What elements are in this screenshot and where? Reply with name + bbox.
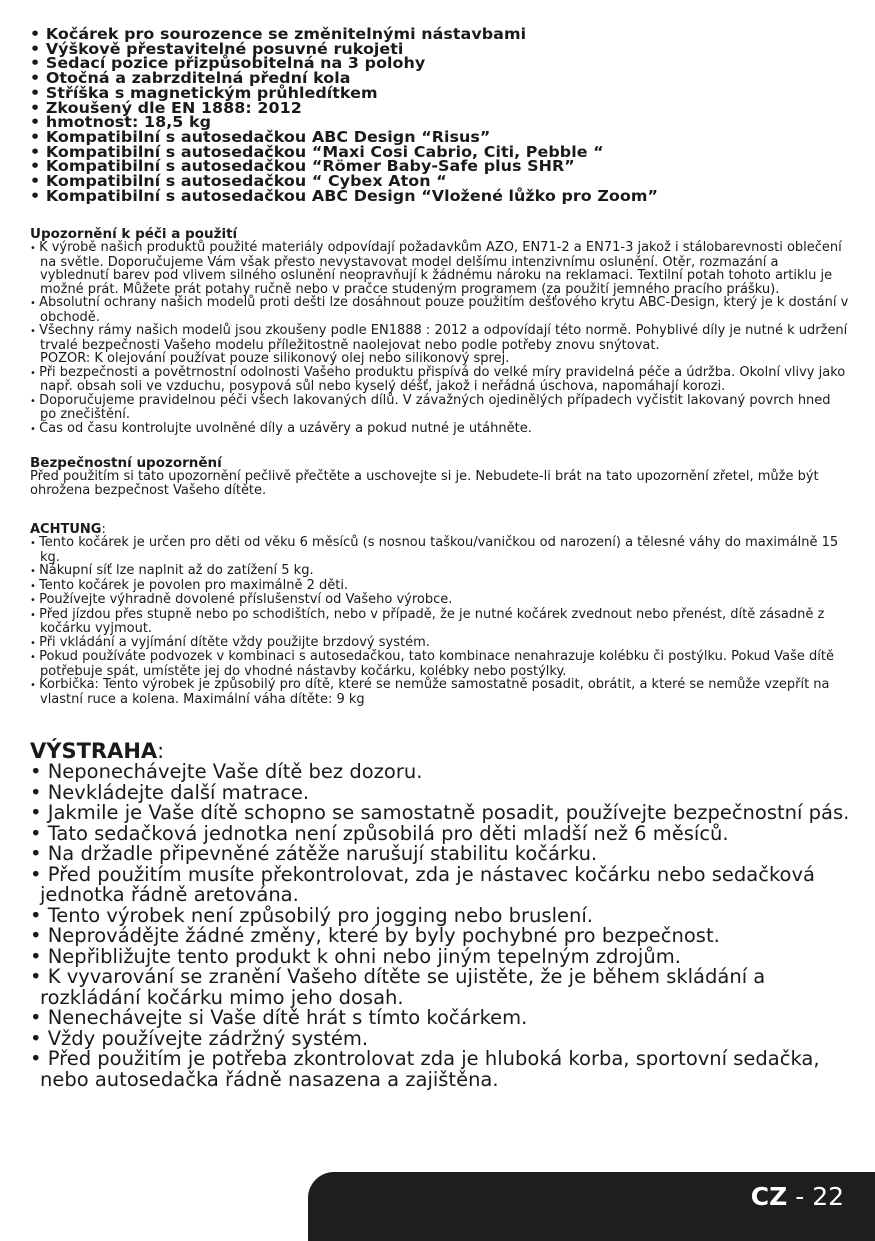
feature-item: • Stříška s magnetickým průhledítkem <box>30 86 875 101</box>
care-note-wrap <box>30 352 850 366</box>
feature-list <box>30 27 850 203</box>
feature-item: • Kompatibilní s autosedačkou ABC Design “Vložené lůžko pro Zoom” <box>30 189 875 204</box>
warning-heading <box>30 740 850 762</box>
achtung-item: • Tento kočárek je určen pro děti od věku 6 měsíců (s nosnou taškou/vaničkou od narození) a tělesné váhy do maximálně 15 kg. <box>30 536 850 564</box>
achtung-title: ACHTUNG <box>30 522 102 538</box>
warning-item: • Nevkládejte další matrace. <box>30 783 850 804</box>
warning-item: • Jakmile je Vaše dítě schopno se samostatně posadit, používejte bezpečnostní pás. <box>30 803 850 824</box>
safety-text: Před použitím si tato upozornění pečlivě přečtěte a uschovejte si je. Nebudete-li brát na tato upozornění zřetel, může být ohrožena bezpečnost Vašeho dítěte. <box>30 469 819 498</box>
care-item: • Čas od času kontrolujte uvolněné díly a uzávěry a pokud nutné je utáhněte. <box>30 422 850 437</box>
warning-item: • Vždy používejte zádržný systém. <box>30 1029 850 1050</box>
achtung-item: • Při vkládání a vyjímání dítěte vždy použijte brzdový systém. <box>30 636 850 651</box>
warning-colon: : <box>157 739 165 764</box>
warning-title: VÝSTRAHA <box>30 739 158 764</box>
feature-item: • Kompatibilní s autosedačkou ABC Design “Risus” <box>30 130 875 145</box>
warning-item: • Na držadle připevněné zátěže narušují stabilitu kočárku. <box>30 844 850 865</box>
care-note: POZOR: K olejování používat pouze silikonový olej nebo silikonový sprej. <box>40 351 510 367</box>
language-code: CZ <box>750 1182 788 1211</box>
warning-item: • Neprovádějte žádné změny, které by byly pochybné pro bezpečnost. <box>30 926 850 947</box>
safety-body <box>30 470 850 497</box>
achtung-item: • Pokud používáte podvozek v kombinaci s autosedačkou, tato kombinace nenahrazuje kolébku či postýlku. Pokud Vaše dítě potřebuje spát, umístěte jej do vhodné nástavby kočárku, kolébky nebo postýlky. <box>30 650 850 678</box>
achtung-item: • Nákupní síť lze naplnit až do zatížení 5 kg. <box>30 564 850 579</box>
page-number-value: 22 <box>812 1182 844 1211</box>
achtung-item: • Tento kočárek je povolen pro maximálně 2 děti. <box>30 579 850 594</box>
care-item: • Všechny rámy našich modelů jsou zkoušeny podle EN1888 : 2012 a odpovídají této normě. Pohyblivé díly je nutné k udržení trvalé bezpečnosti Vašeho modelu příležitostně naolejovat nebo podle potřeby znovu snýtovat. <box>30 324 850 352</box>
care-list-continued <box>30 366 850 437</box>
feature-item: • hmotnost: 18,5 kg <box>30 115 875 130</box>
feature-item: • Výškově přestavitelné posuvné rukojeti <box>30 42 875 57</box>
feature-item: • Kompatibilní s autosedačkou “Römer Baby-Safe plus SHR” <box>30 159 875 174</box>
achtung-list <box>30 536 850 706</box>
safety-title: Bezpečnostní upozornění <box>30 455 222 472</box>
warning-item: • Nepřibližujte tento produkt k ohni nebo jiným tepelným zdrojům. <box>30 947 850 968</box>
feature-item: • Kompatibilní s autosedačkou “Maxi Cosi Cabrio, Citi, Pebble “ <box>30 145 875 160</box>
achtung-colon: : <box>101 522 106 538</box>
warning-item: • Nenechávejte si Vaše dítě hrát s tímto kočárkem. <box>30 1008 850 1029</box>
care-title: Upozornění k péči a použití <box>30 226 238 243</box>
feature-item: • Zkoušený dle EN 1888: 2012 <box>30 101 875 116</box>
achtung-item: • Korbička: Tento výrobek je způsobilý pro dítě, které se nemůže samostatně posadit, obrátit, a které se nemůže vzepřít na vlastní ruce a kolena. Maximální váha dítěte: 9 kg <box>30 678 850 706</box>
care-list <box>30 241 850 352</box>
feature-item: • Sedací pozice přizpůsobitelná na 3 polohy <box>30 56 875 71</box>
feature-item: • Kompatibilní s autosedačkou “ Cybex Aton “ <box>30 174 875 189</box>
warning-item: • Před použitím je potřeba zkontrolovat zda je hluboká korba, sportovní sedačka, nebo autosedačka řádně nasazena a zajištěna. <box>30 1049 850 1090</box>
warning-list <box>30 762 850 1090</box>
care-item: • Při bezpečnosti a povětrnostní odolnosti Vašeho produktu přispívá do velké míry pravidelná péče a údržba. Okolní vlivy jako např. obsah soli ve vzduchu, posypová sůl nebo kyselý déšť, jakož i neřádná úschova, napomáhají korozi. <box>30 366 850 394</box>
care-item: • Doporučujeme pravidelnou péči všech lakovaných dílů. V závažných ojedinělých případech vyčistit lakovaný povrch hned po znečištění. <box>30 394 850 422</box>
warning-item: • Před použitím musíte překontrolovat, zda je nástavec kočárku nebo sedačková jednotka řádně aretována. <box>30 865 850 906</box>
feature-item: • Kočárek pro sourozence se změnitelnými nástavbami <box>30 27 875 42</box>
warning-item: • Tato sedačková jednotka není způsobilá pro děti mladší než 6 měsíců. <box>30 824 850 845</box>
manual-page <box>30 27 850 1090</box>
warning-item: • Neponechávejte Vaše dítě bez dozoru. <box>30 762 850 783</box>
page-separator: - <box>787 1182 813 1211</box>
achtung-item: • Používejte výhradně dovolené příslušenství od Vašeho výrobce. <box>30 593 850 608</box>
achtung-item: • Před jízdou přes stupně nebo po schodištích, nebo v případě, že je nutné kočárek zvednout nebo přenést, dítě zásadně z kočárku vyjmout. <box>30 608 850 636</box>
warning-item: • Tento výrobek není způsobilý pro jogging nebo bruslení. <box>30 906 850 927</box>
feature-item: • Otočná a zabrzditelná přední kola <box>30 71 875 86</box>
warning-item: • K vyvarování se zranění Vašeho dítěte se ujistěte, že je během skládání a rozkládání kočárku mimo jeho dosah. <box>30 967 850 1008</box>
page-number <box>751 1182 844 1212</box>
page-footer <box>308 1172 875 1241</box>
care-item: • K výrobě našich produktů použité materiály odpovídají požadavkům AZO, EN71-2 a EN71-3 jakož i stálobarevnosti oblečení na světle. Doporučujeme Vám však přesto nevystavovat model delšímu intenzivnímu oslunění. Otěr, rozmazání a vyblednutí barev pod vlivem silného oslunění neopravňují k žádnému nároku na reklamaci. Textilní potah tohoto artiklu je možné prát. Můžete prát potahy ručně nebo v pračce studeným programem (za použití jemného pracího prášku). <box>30 241 850 296</box>
care-item: • Absolutní ochrany našich modelů proti dešti lze dosáhnout pouze použitím dešťového krytu ABC-Design, který je k dostání v obchodě. <box>30 296 850 324</box>
